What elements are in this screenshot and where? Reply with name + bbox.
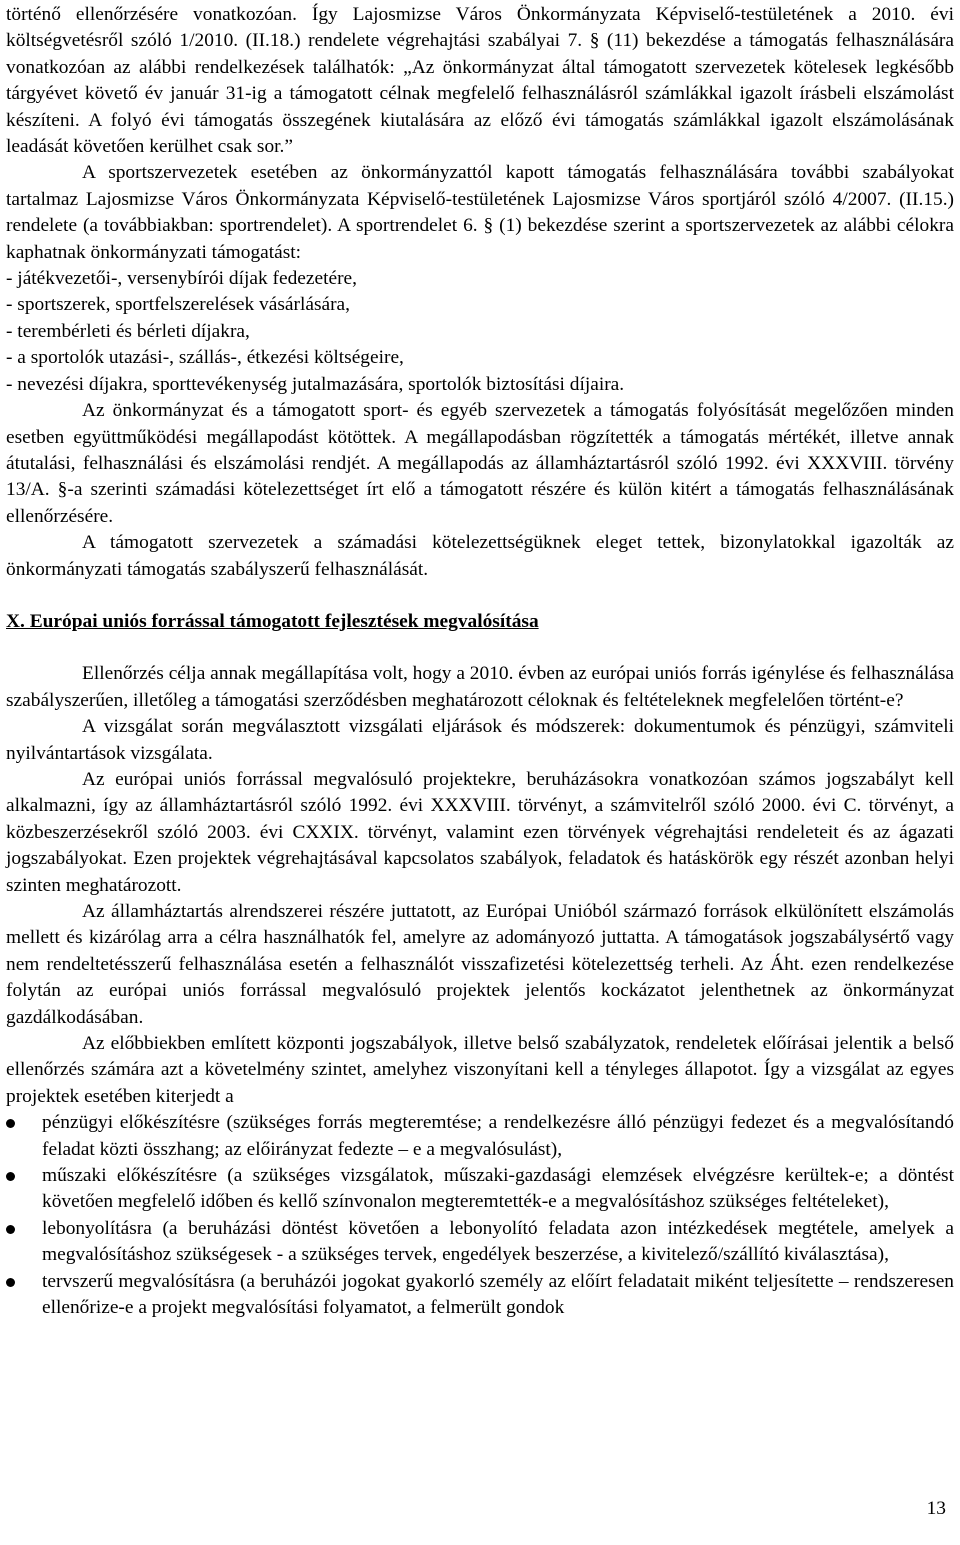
section-heading: X. Európai uniós forrással támogatott fejlesztések megvalósítása [6, 610, 539, 632]
body-paragraph: Az államháztartás alrendszerei részére juttatott, az Európai Unióból származó források elkülönített elszámolás mellett és kizárólag arra a célra használhatók fel, amelyre az adományozó juttatta. A támogatások jogszabálysértő vagy nem rendeltetésszerű felhasználása esetén a felhasználót visszafizetési kötelezettség terheli. Az Áht. ezen rendelkezése folytán az európai uniós forrással megvalósuló projektek jelentős kockázatot jelenthetnek az önkormányzat gazdálkodásában. [6, 901, 954, 1028]
dash-list-item: - a sportolók utazási-, szállás-, étkezési költségeire, [6, 347, 404, 369]
page-number: 13 [926, 1498, 946, 1519]
bullet-text: pénzügyi előkészítésre (szükséges forrás megteremtése; a rendelkezésre álló pénzügyi fedezet és a megvalósítandó feladat közti összhang; az előirányzat fedezte – e a megvalósulást), [42, 1112, 954, 1160]
dash-list-item: - nevezési díjakra, sporttevékenység jutalmazására, sportolók biztosítási díjaira. [6, 373, 625, 395]
bullet-list-item [6, 1163, 954, 1216]
bullet-icon [6, 1225, 15, 1234]
bullet-icon [6, 1119, 15, 1128]
bullet-text: tervszerű megvalósításra (a beruházói jogokat gyakorló személy az előírt feladatait miként teljesítette – rendszeresen ellenőrize-e a projekt megvalósítási folyamatot, a felmerült gondok [42, 1270, 954, 1319]
bullet-text: műszaki előkészítésre (a szükséges vizsgálatok, műszaki-gazdasági elemzések elvégzésre kerültek-e; a döntést követően megfelelő időben és kellő színvonalon megteremtették-e a megvalósításhoz szükséges feltételeket), [42, 1165, 954, 1213]
body-paragraph: Az önkormányzat és a támogatott sport- és egyéb szervezetek a támogatás folyósítását megelőzően minden esetben együttműködési megállapodást kötöttek. A megállapodásban rögzítették a támogatás mértékét, illetve annak átutalási, felhasználási és elszámolási rendjét. A megállapodás az államháztartásról szóló 1992. évi XXXVIII. törvény 13/A. §-a szerinti számadási kötelezettséget írt elő a támogatott részére és külön kitért a támogatás felhasználásának ellenőrzésére. [6, 400, 954, 527]
body-paragraph: Az európai uniós forrással megvalósuló projektekre, beruházásokra vonatkozóan számos jogszabályt kell alkalmazni, így az államháztartásról szóló 1992. évi XXXVIII. törvényt, a számvitelről szóló 2000. évi C. törvényt, a közbeszerzésekről szóló 2003. évi CXXIX. törvényt, valamint ezen törvények végrehajtási rendeleteit és az ágazati jogszabályokat. Ezen projektek végrehajtásával kapcsolatos szabályok, feladatok és hatáskörök egy részét azonban helyi szinten meghatározott. [6, 768, 954, 896]
body-paragraph: Az előbbiekben említett központi jogszabályok, illetve belső szabályzatok, rendeletek előírásai jelentik a belső ellenőrzés számára azt a követelmény szintet, amelyhez viszonyítani kell a tényleges állapotot. Így a vizsgálat az egyes projektek esetében kiterjedt a [6, 1033, 954, 1107]
bullet-text: lebonyolításra (a beruházási döntést követően a lebonyolító feladata azon intézkedések megtétele, amelyek a megvalósításhoz szükségesek - a szükséges tervek, engedélyek beszerzése, a kivitelező/szállító kiválasztása), [42, 1217, 954, 1266]
bullet-list-item [6, 1269, 954, 1322]
body-paragraph: történő ellenőrzésére vonatkozóan. Így Lajosmizse Város Önkormányzata Képviselő-testületének a 2010. évi költségvetésről szóló 1/2010. (II.18.) rendelete végrehajtási szabályai 7. § (11) bekezdése a támogatás felhasználására vonatkozóan az alábbi rendelkezések találhatók: „Az önkormányzat által támogatott szervezetek kötelesek legkésőbb tárgyévet követő év január 31-ig a támogatott célnak megfelelő felhasználásról számlákkal igazolt írásbeli elszámolást készíteni. A folyó évi támogatás összegének kiutalására az előző évi támogatás számlákkal igazolt elszámolásának leadását követően kerülhet csak sor.” [6, 4, 954, 158]
section-heading-wrap [6, 609, 954, 635]
body-paragraph: Ellenőrzés célja annak megállapítása volt, hogy a 2010. évben az európai uniós forrás igénylése és felhasználása szabályszerűen, illetőleg a támogatási szerződésben meghatározott céloknak és feltételeknek megfelelően történt-e? [6, 663, 954, 711]
body-paragraph: A sportszervezetek esetében az önkormányzattól kapott támogatás felhasználására további szabályokat tartalmaz Lajosmizse Város Önkormányzata Képviselő-testületének Lajosmizse Város sportjáról szóló 4/2007. (II.15.) rendelete (a továbbiakban: sportrendelet). A sportrendelet 6. § (1) bekezdése szerint a sportszervezetek az alábbi célokra kaphatnak önkormányzati támogatást: [6, 162, 954, 263]
dash-list [6, 266, 954, 398]
document-body [6, 2, 954, 1322]
bullet-list [6, 1110, 954, 1321]
bullet-list-item [6, 1216, 954, 1269]
body-paragraph: A támogatott szervezetek a számadási kötelezettségüknek eleget tettek, bizonylatokkal igazolták az önkormányzati támogatás szabályszerű felhasználását. [6, 532, 954, 580]
bullet-icon [6, 1278, 15, 1287]
dash-list-item: - terembérleti és bérleti díjakra, [6, 320, 250, 342]
dash-list-item: - játékvezetői-, versenybírói díjak fedezetére, [6, 268, 358, 290]
bullet-list-item [6, 1110, 954, 1163]
bullet-icon [6, 1172, 15, 1181]
dash-list-item: - sportszerek, sportfelszerelések vásárlására, [6, 294, 351, 316]
body-paragraph: A vizsgálat során megválasztott vizsgálati eljárások és módszerek: dokumentumok és pénzügyi, számviteli nyilvántartások vizsgálata. [6, 716, 954, 764]
